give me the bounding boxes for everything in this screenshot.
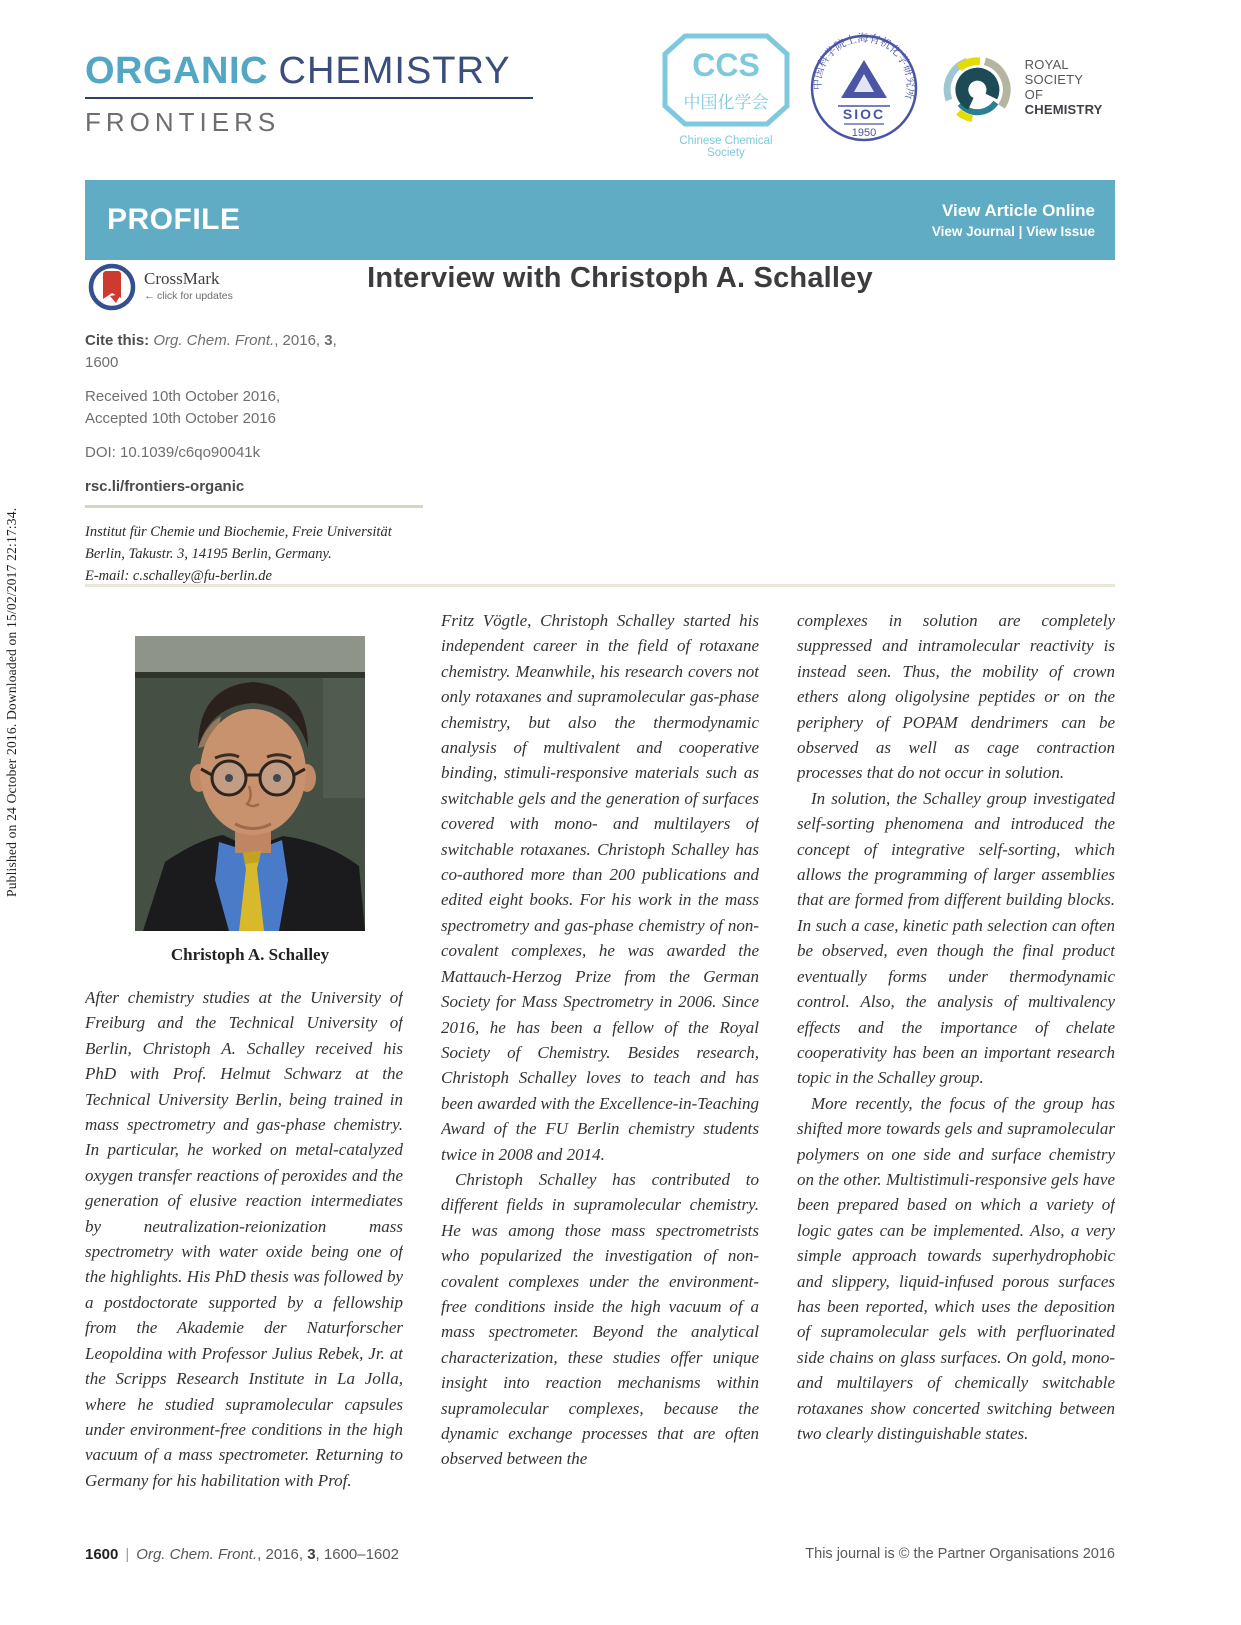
journal-title-organic: ORGANIC xyxy=(85,50,268,92)
cite-page: 1600 xyxy=(85,354,119,371)
rsc-line2-bold: CHEMISTRY xyxy=(1024,101,1103,117)
bio-paragraph-5: In solution, the Schalley group investigated self-sorting phenomena and introduced the concept of integrative self-sorting, which allows the programming of larger assemblies that are formed from different building blocks. In such a case, kinetic path selection can often be observed, even though the final product eventually forms under thermodynamic control. Also, the analysis of multivalency effects and the importance of chelate cooperativity has been an important research topic in the Schalley group. xyxy=(797,788,1115,1088)
crossmark-tagline: ← click for updates xyxy=(144,290,233,302)
rsc-name xyxy=(1025,58,1120,118)
svg-text:1950: 1950 xyxy=(851,127,877,139)
rsc-line2-prefix: OF xyxy=(1024,87,1044,102)
column-1 xyxy=(85,608,403,1546)
ccs-caption: Chinese Chemical Society xyxy=(679,135,773,159)
rsc-line1: ROYAL SOCIETY xyxy=(1024,57,1084,88)
journal-title xyxy=(85,52,533,90)
svg-text:SIOC: SIOC xyxy=(842,106,885,122)
ccs-logo xyxy=(660,32,792,159)
bio-paragraph-4: complexes in solution are completely suppressed and intramolecular reactivity is instead seen. Thus, the mobility of crown ethers along oligolysine peptides or on the periphery of POPAM dendrimers can be observed as well as cage contraction processes that do not occur in solution. xyxy=(797,611,1115,783)
bio-paragraph-3: Christoph Schalley has contributed to different fields in supramolecular chemistry. He was among those mass spectrometrists who popularized the investigation of non-covalent complexes under the environment-free conditions inside the high vacuum of a mass spectrometer. Beyond the analytical characterization, these studies offer unique insight into reaction mechanisms within supramolecular complexes, because the dynamic exchange processes that are often observed between the xyxy=(441,1169,759,1469)
bio-paragraph-6: More recently, the focus of the group has shifted more towards gels and supramolecular polymers on one side and surface chemistry on the other. Multistimuli-responsive gels have been prepared based on which a variety of logic gates can be implemented. Also, a very simple approach towards superhydrophobic and slippery, liquid-infused porous surfaces has been reported, which uses the deposition of supramolecular gels with perfluorinated side chains on glass surfaces. On gold, mono- and multilayers of chemically switchable rotaxanes show concerted switching between two clearly distinguishable states. xyxy=(797,1093,1115,1443)
banner-links xyxy=(932,201,1095,239)
bio-paragraph-1: After chemistry studies at the University of Freiburg and the Technical University of Berlin, Christoph A. Schalley received his PhD with Prof. Helmut Schwarz at the Technical University Berlin, being trained in mass spectrometry and gas-phase chemistry. In particular, he worked on metal-catalyzed oxygen transfer reactions of peroxides and the generation of elusive reaction intermediates by neutralization-reionization mass spectrometry with water oxide being one of the highlights. His PhD thesis was followed by a postdoctorate supported by a fellowship from the Akademie der Naturforscher Leopoldina with Professor Julius Rebek, Jr. at the Scripps Research Institute in La Jolla, where he studied supramolecular capsules under environment-free conditions in the high vacuum of a mass spectrometer. Returning to Germany for his habilitation with Prof. xyxy=(85,988,403,1490)
citation-block xyxy=(85,330,425,498)
crossmark-icon xyxy=(88,263,136,311)
author-portrait-photo xyxy=(135,636,365,931)
publication-timestamp-sidebar: Published on 24 October 2016. Downloaded on 15/02/2017 22:17:34. xyxy=(4,507,19,898)
journal-title-chemistry: CHEMISTRY xyxy=(278,50,511,92)
svg-text:中国科学院上海有机化学研究所: 中国科学院上海有机化学研究所 xyxy=(811,32,917,101)
ccs-badge-icon xyxy=(661,32,791,128)
view-article-online-link[interactable]: View Article Online xyxy=(941,201,1095,220)
affiliation-divider xyxy=(85,505,423,508)
journal-masthead xyxy=(85,52,533,138)
cite-volume: 3 xyxy=(324,332,333,349)
sioc-logo xyxy=(808,32,920,149)
doi: DOI: 10.1039/c6qo90041k xyxy=(85,444,261,461)
header-body-divider xyxy=(85,584,1115,587)
svg-text:CCS: CCS xyxy=(692,47,760,83)
received-date: Received 10th October 2016, xyxy=(85,388,281,405)
column-2 xyxy=(441,608,759,1546)
article-type-label: PROFILE xyxy=(107,203,241,236)
sioc-seal-icon xyxy=(808,32,920,144)
footer-copyright: This journal is © the Partner Organisations 2016 xyxy=(805,1546,1115,1562)
view-journal-issue-links[interactable]: View Journal | View Issue xyxy=(931,224,1095,239)
ccs-chinese-name: 中国化学会 xyxy=(683,93,769,112)
footer-journal-name: Org. Chem. Front. xyxy=(136,1546,258,1563)
profile-banner xyxy=(85,180,1115,260)
journal-url-link[interactable]: rsc.li/frontiers-organic xyxy=(85,478,245,495)
crossmark-name: CrossMark xyxy=(144,269,220,288)
rsc-swirl-icon xyxy=(936,40,1019,136)
affiliation-line1: Institut für Chemie und Biochemie, Freie Universität xyxy=(85,524,392,540)
column-3 xyxy=(797,608,1115,1546)
affiliation-line2: Berlin, Takustr. 3, 14195 Berlin, Germany. xyxy=(85,546,332,562)
society-logos xyxy=(660,32,1120,159)
footer-page-number: 1600 xyxy=(85,1546,119,1563)
author-affiliation xyxy=(85,521,445,587)
article-title: Interview with Christoph A. Schalley xyxy=(367,262,873,294)
rsc-logo xyxy=(936,40,1120,136)
accepted-date: Accepted 10th October 2016 xyxy=(85,410,276,427)
footer-citation: 1600 | Org. Chem. Front., 2016, 3, 1600–1602 xyxy=(85,1546,399,1563)
article-body xyxy=(85,608,1115,1546)
cite-this-line: Cite this: Org. Chem. Front., 2016, 3, xyxy=(85,332,337,349)
bio-paragraph-2: Fritz Vögtle, Christoph Schalley started his independent career in the field of rotaxane chemistry. Meanwhile, his research covers not only rotaxanes and supramolecular gas-phase chemistry, but also the thermodynamic analysis of multivalent and cooperative binding, stimuli-responsive materials such as switchable gels and the generation of surfaces covered with mono- and multilayers of switchable rotaxanes. Christoph Schalley has co-authored more than 200 publications and edited eight books. For his work in the mass spectrometry and gas-phase chemistry of non-covalent complexes, he was awarded the Mattauch-Herzog Prize from the German Society for Mass Spectrometry in 2006. Since 2016, he has been a fellow of the Royal Society of Chemistry. Besides research, Christoph Schalley loves to teach and has been awarded with the Excellence-in-Teaching Award of the FU Berlin chemistry students twice in 2008 and 2014. xyxy=(441,611,759,1164)
photo-caption: Christoph A. Schalley xyxy=(170,945,330,964)
page-footer xyxy=(85,1546,1115,1563)
crossmark-arrow-icon: ← xyxy=(144,290,155,302)
masthead-rule xyxy=(85,97,533,99)
journal-subtitle: FRONTIERS xyxy=(85,107,281,137)
cite-journal-name: Org. Chem. Front. xyxy=(149,332,275,349)
author-email[interactable]: E-mail: c.schalley@fu-berlin.de xyxy=(85,568,272,584)
